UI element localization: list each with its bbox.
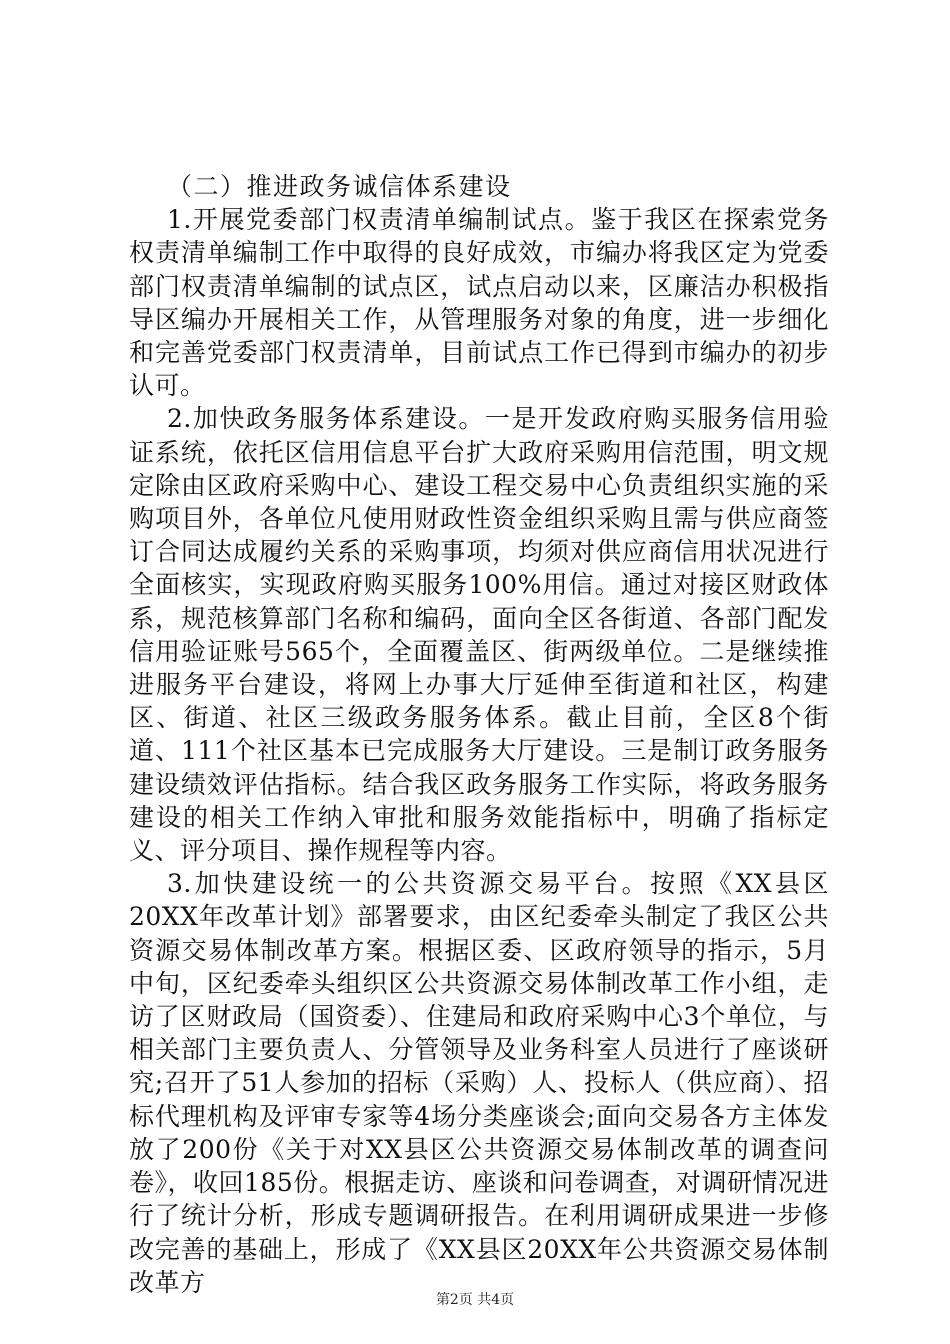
section-heading: （二）推进政务诚信体系建设 [167, 172, 512, 201]
page-footer: 第2页 共4页 [435, 1292, 515, 1308]
document-body [129, 170, 829, 1299]
paragraph-3: 3.加快建设统一的公共资源交易平台。按照《XX县区20XX年改革计划》部署要求，由区纪委牵头制定了我区公共资源交易体制改革方案。根据区委、区政府领导的指示，5月中旬，区纪委牵头组织区公共资源交易体制改革工作小组，走访了区财政局（国资委）、住建局和政府采购中心3个单位，与相关部门主要负责人、分管领导及业务科室人员进行了座谈研究;召开了51人参加的招标（采购）人、投标人（供应商）、招标代理机构及评审专家等4场分类座谈会;面向交易各方主体发放了200份《关于对XX县区公共资源交易体制改革的调查问卷》，收回185份。根据走访、座谈和问卷调查，对调研情况进行了统计分析，形成专题调研报告。在利用调研成果进一步修改完善的基础上，形成了《XX县区20XX年公共资源交易体制改革方 [129, 869, 829, 1297]
paragraph-1: 1.开展党委部门权责清单编制试点。鉴于我区在探索党务权责清单编制工作中取得的良好成效，市编办将我区定为党委部门权责清单编制的试点区，试点启动以来，区廉洁办积极指导区编办开展相关工作，从管理服务对象的角度，进一步细化和完善党委部门权责清单，目前试点工作已得到市编办的初步认可。 [129, 205, 829, 401]
paragraph-2: 2.加快政务服务体系建设。一是开发政府购买服务信用验证系统，依托区信用信息平台扩大政府采购用信范围，明文规定除由区政府采购中心、建设工程交易中心负责组织实施的采购项目外，各单位凡使用财政性资金组织采购且需与供应商签订合同达成履约关系的采购事项，均须对供应商信用状况进行全面核实，实现政府购买服务100%用信。通过对接区财政体系，规范核算部门名称和编码，面向全区各街道、各部门配发信用验证账号565个，全面覆盖区、街两级单位。二是继续推进服务平台建设，将网上办事大厅延伸至街道和社区，构建区、街道、社区三级政务服务体系。截止目前，全区8个街道、111个社区基本已完成服务大厅建设。三是制订政务服务建设绩效评估指标。结合我区政务服务工作实际，将政务服务建设的相关工作纳入审批和服务效能指标中，明确了指标定义、评分项目、操作规程等内容。 [129, 404, 829, 866]
